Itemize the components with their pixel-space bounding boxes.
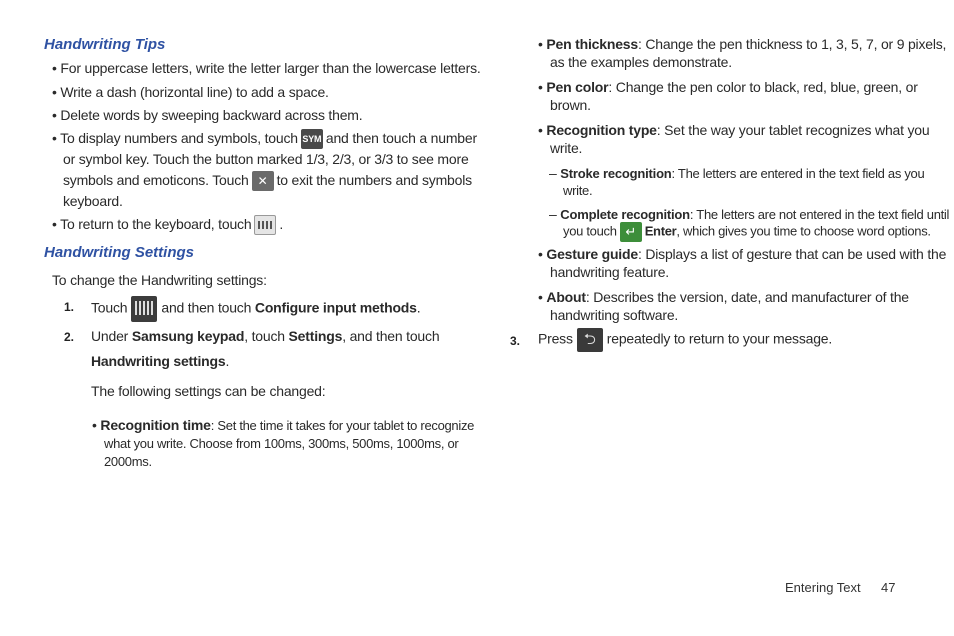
- tip-symbols-text-c: symbols and emoticons. Touch: [63, 172, 249, 188]
- footer-section-title: Entering Text: [785, 580, 861, 595]
- tip-symbols-text-a: • To display numbers and symbols, touch: [52, 130, 298, 146]
- bullet: •: [538, 122, 543, 138]
- step-2-period: .: [225, 353, 230, 369]
- stroke-recognition-item: [549, 163, 924, 184]
- recognition-type-text-2: write.: [550, 140, 583, 156]
- tip-symbols-line1: [52, 128, 477, 149]
- step-2-text-a: Under: [91, 328, 129, 344]
- step-2-line2: [91, 351, 229, 372]
- step-1-period: .: [416, 299, 421, 316]
- sym-key-icon: SYM: [301, 129, 323, 149]
- tip-symbols-text-b: and then touch a number: [325, 130, 477, 146]
- keyboard-icon: [254, 215, 276, 235]
- tip-return-keyboard: [52, 214, 283, 235]
- recognition-time-text-2: what you write. Choose from 100ms, 300ms, 500ms, 1000ms, or: [104, 436, 459, 451]
- gesture-guide-text-1: : Displays a list of gesture that can be used with the: [637, 246, 947, 262]
- stroke-recognition-text-1: : The letters are entered in the text field as you: [671, 166, 925, 181]
- tip-return-period: .: [279, 216, 284, 232]
- about-text-2: handwriting software.: [550, 307, 679, 323]
- samsung-keypad-label: Samsung keypad: [131, 328, 245, 344]
- tip-dash: • Write a dash (horizontal line) to add a space.: [52, 84, 329, 100]
- back-icon: ⮌: [577, 328, 603, 352]
- pen-thickness-text-2: as the examples demonstrate.: [550, 54, 732, 70]
- bullet: •: [92, 417, 97, 433]
- complete-recognition-line2: [563, 222, 931, 242]
- gesture-guide-text-2: handwriting feature.: [550, 264, 669, 280]
- step-1-number: 1.: [64, 300, 75, 314]
- recognition-type-item: [538, 120, 929, 141]
- pen-color-item: [538, 77, 918, 98]
- step-2-number: 2.: [64, 330, 75, 344]
- settings-intro: To change the Handwriting settings:: [52, 272, 267, 288]
- complete-recognition-text-1: : The letters are not entered in the text field until: [689, 207, 950, 222]
- stroke-recognition-text-2: write.: [563, 183, 593, 198]
- pen-color-text-1: : Change the pen color to black, red, blue, green, or: [608, 79, 918, 95]
- stroke-recognition-label: Stroke recognition: [560, 166, 672, 181]
- recognition-type-label: Recognition type: [546, 122, 657, 138]
- enter-label: Enter: [644, 223, 677, 239]
- recognition-time-label: Recognition time: [100, 417, 211, 433]
- recognition-time-text-1: : Set the time it takes for your tablet to recognize: [210, 418, 475, 433]
- recognition-type-text-1: : Set the way your tablet recognizes what you: [656, 122, 930, 138]
- step-2-text-e: , and then touch: [342, 328, 440, 344]
- step-3-number: 3.: [510, 334, 521, 348]
- step-3-text-a: Press: [538, 330, 573, 347]
- recognition-time-text-3: 2000ms.: [104, 454, 152, 469]
- pen-thickness-text-1: : Change the pen thickness to 1, 3, 5, 7, or 9 pixels,: [637, 36, 947, 52]
- pen-color-text-2: brown.: [550, 97, 591, 113]
- configure-input-methods-label: Configure input methods: [254, 299, 417, 316]
- step-1-text-a: Touch: [91, 299, 128, 316]
- tip-symbols-text-d: to exit the numbers and symbols: [276, 172, 472, 188]
- close-icon: ✕: [252, 171, 274, 191]
- step-2-text-c: , touch: [244, 328, 285, 344]
- complete-recognition-text-3: , which gives you time to choose word options.: [676, 223, 931, 239]
- tip-delete: • Delete words by sweeping backward across them.: [52, 107, 363, 123]
- tip-uppercase: • For uppercase letters, write the letter larger than the lowercase letters.: [52, 60, 481, 76]
- complete-recognition-label: Complete recognition: [560, 207, 690, 222]
- bullet: •: [538, 36, 543, 52]
- bullet: •: [538, 79, 543, 95]
- tip-symbols-line2: or symbol key. Touch the button marked 1/3, 2/3, or 3/3 to see more: [63, 151, 469, 167]
- pen-thickness-label: Pen thickness: [546, 36, 638, 52]
- handwriting-settings-heading: Handwriting Settings: [44, 244, 194, 261]
- settings-label: Settings: [288, 328, 343, 344]
- dash: –: [549, 206, 557, 222]
- tip-symbols-line3: [63, 170, 472, 191]
- handwriting-settings-label: Handwriting settings: [91, 353, 226, 369]
- complete-recognition-text-2: you touch: [563, 223, 617, 239]
- bullet: •: [538, 289, 543, 305]
- step-1: [91, 296, 420, 322]
- dash: –: [549, 165, 557, 181]
- pen-color-label: Pen color: [546, 79, 609, 95]
- handwriting-tips-heading: Handwriting Tips: [44, 36, 166, 53]
- about-text-1: : Describes the version, date, and manufacturer of the: [585, 289, 909, 305]
- tip-symbols-line4: keyboard.: [63, 193, 123, 209]
- tip-return-text: • To return to the keyboard, touch: [52, 216, 252, 232]
- step-3: [538, 328, 832, 352]
- step-2-line1: [91, 326, 439, 347]
- step-3-text-b: repeatedly to return to your message.: [606, 330, 833, 347]
- about-label: About: [546, 289, 586, 305]
- recognition-time-item: [92, 415, 474, 436]
- page-number: 47: [881, 580, 896, 595]
- enter-icon: ↵: [620, 222, 642, 242]
- step-1-text-b: and then touch: [161, 299, 252, 316]
- gesture-guide-label: Gesture guide: [546, 246, 638, 262]
- following-settings: The following settings can be changed:: [91, 383, 326, 399]
- input-method-icon: [131, 296, 157, 322]
- bullet: •: [538, 246, 543, 262]
